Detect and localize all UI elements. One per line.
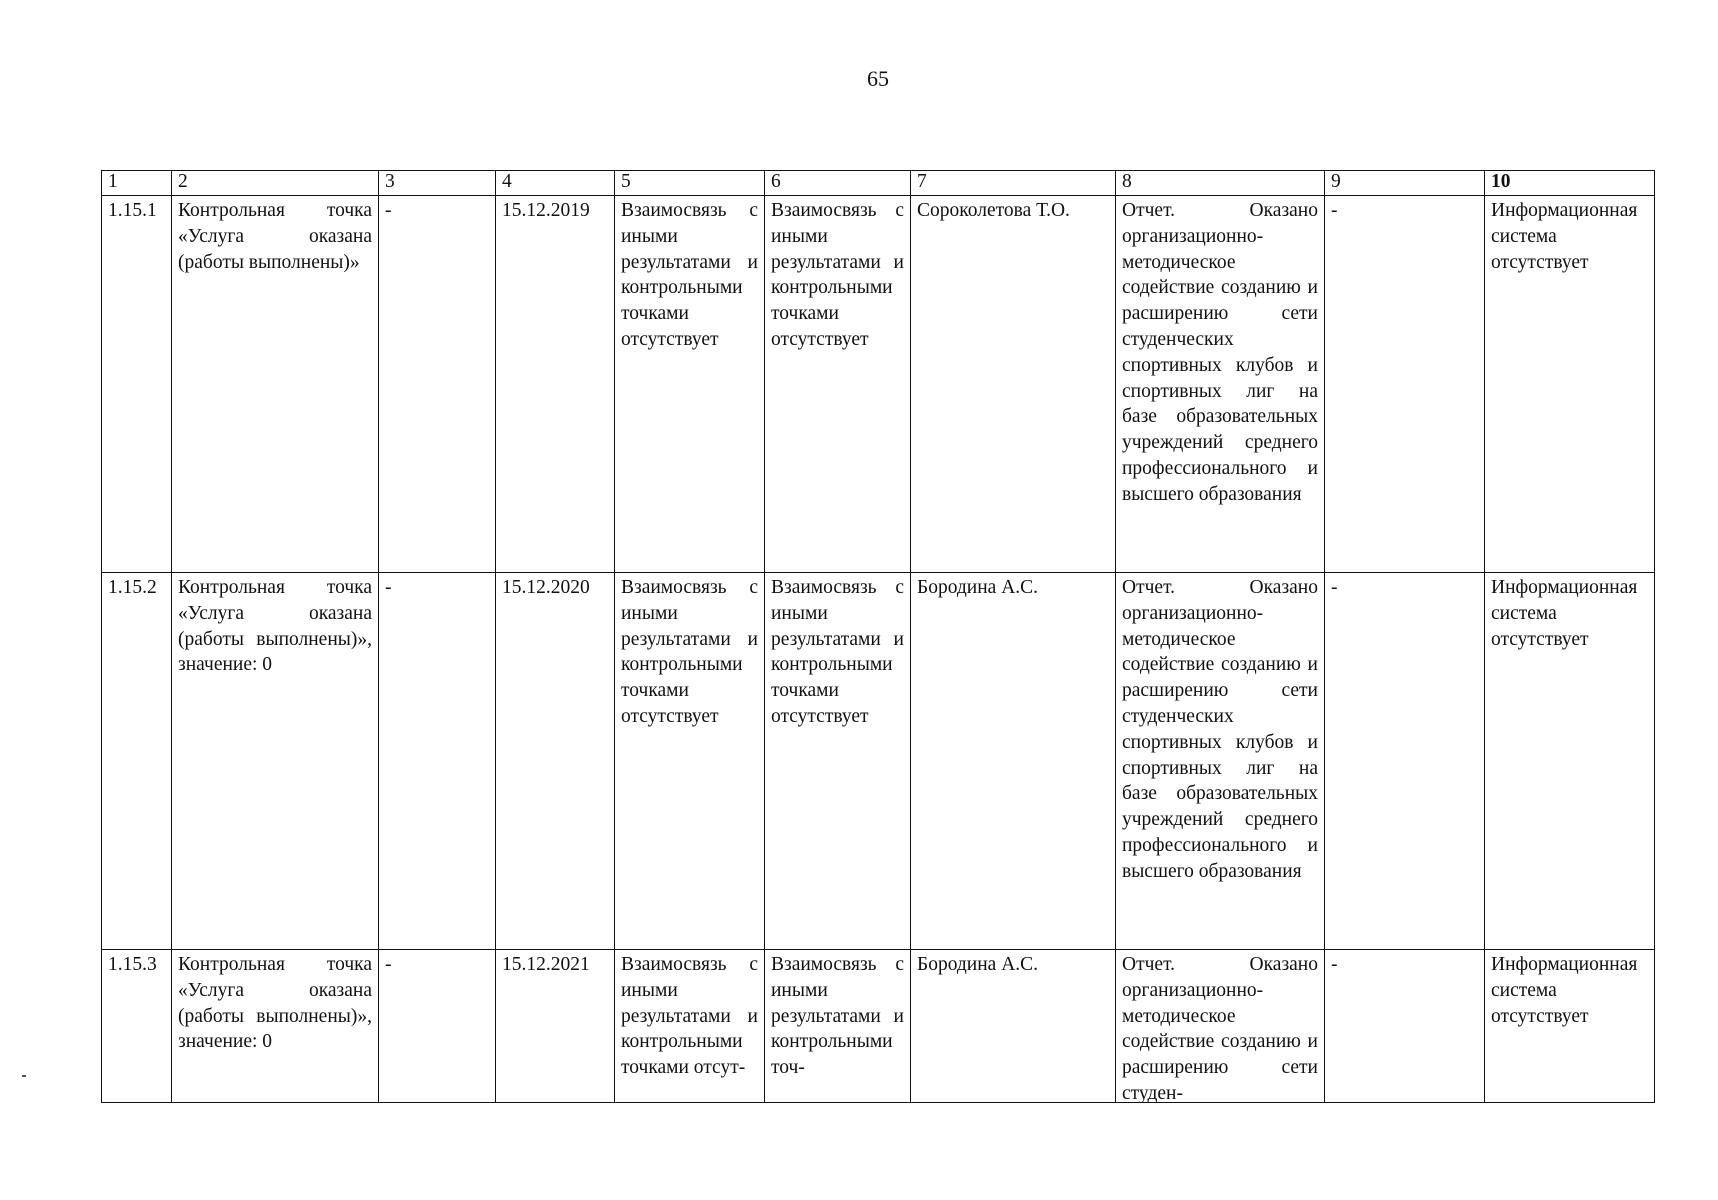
relation-cell: Взаимосвязь с иными результатами и контрольными точками отсутствует	[615, 573, 765, 950]
column-header: 8	[1116, 171, 1325, 196]
checkpoint-date: 15.12.2020	[496, 573, 615, 950]
result-text: Отчет. Оказано организационно-методическое содействие созданию и расширению сети студен-	[1122, 954, 1318, 1102]
responsible-person: Сороколетова Т.О.	[911, 196, 1116, 573]
column-header: 7	[911, 171, 1116, 196]
result-description: Отчет. Оказано организационно-методическое содействие созданию и расширению сети студенческих спортивных клубов и спортивных лиг на базе образовательных учреждений среднего профессионального и высшего образования	[1116, 573, 1325, 950]
column-header: 2	[172, 171, 379, 196]
checkpoint-table	[101, 170, 1655, 1103]
scan-speck	[22, 1075, 26, 1077]
relation-cell	[615, 950, 765, 1103]
row-number: 1.15.2	[102, 573, 172, 950]
row-number: 1.15.3	[102, 950, 172, 1103]
cell-dash: -	[379, 196, 496, 573]
checkpoint-name: Контрольная точка «Услуга оказана (работы выполнены)», значение: 0	[172, 950, 379, 1103]
relation-text: Взаимосвязь с иными результатами и контрольными точ-	[771, 954, 904, 1079]
result-description	[1116, 950, 1325, 1103]
information-system: Информационная система отсутствует	[1485, 573, 1655, 950]
column-header: 10	[1485, 171, 1655, 196]
column-header: 5	[615, 171, 765, 196]
column-header: 4	[496, 171, 615, 196]
relation-cell: Взаимосвязь с иными результатами и контрольными точками отсутствует	[765, 573, 911, 950]
cell-dash: -	[379, 573, 496, 950]
table-header-row	[102, 171, 1655, 196]
cell-dash: -	[1325, 196, 1485, 573]
cell-dash: -	[379, 950, 496, 1103]
table-row	[102, 950, 1655, 1103]
checkpoint-date: 15.12.2019	[496, 196, 615, 573]
table-row	[102, 196, 1655, 573]
column-header: 1	[102, 171, 172, 196]
relation-cell: Взаимосвязь с иными результатами и контрольными точками отсутствует	[615, 196, 765, 573]
relation-cell	[765, 950, 911, 1103]
table-row	[102, 573, 1655, 950]
checkpoint-date: 15.12.2021	[496, 950, 615, 1103]
page-number: 65	[867, 66, 889, 91]
responsible-person: Бородина А.С.	[911, 950, 1116, 1103]
checkpoint-name: Контрольная точка «Услуга оказана (работы выполнены)», значение: 0	[172, 573, 379, 950]
checkpoint-name: Контрольная точка «Услуга оказана (работы выполнены)»	[172, 196, 379, 573]
column-header: 6	[765, 171, 911, 196]
column-header: 9	[1325, 171, 1485, 196]
responsible-person: Бородина А.С.	[911, 573, 1116, 950]
result-description: Отчет. Оказано организационно-методическое содействие созданию и расширению сети студенческих спортивных клубов и спортивных лиг на базе образовательных учреждений среднего профессионального и высшего образования	[1116, 196, 1325, 573]
relation-text: Взаимосвязь с иными результатами и контрольными точками отсут-	[621, 954, 758, 1079]
column-header: 3	[379, 171, 496, 196]
cell-dash: -	[1325, 573, 1485, 950]
information-system: Информационная система отсутствует	[1485, 950, 1655, 1103]
row-number: 1.15.1	[102, 196, 172, 573]
information-system: Информационная система отсутствует	[1485, 196, 1655, 573]
cell-dash: -	[1325, 950, 1485, 1103]
relation-cell: Взаимосвязь с иными результатами и контрольными точками отсутствует	[765, 196, 911, 573]
